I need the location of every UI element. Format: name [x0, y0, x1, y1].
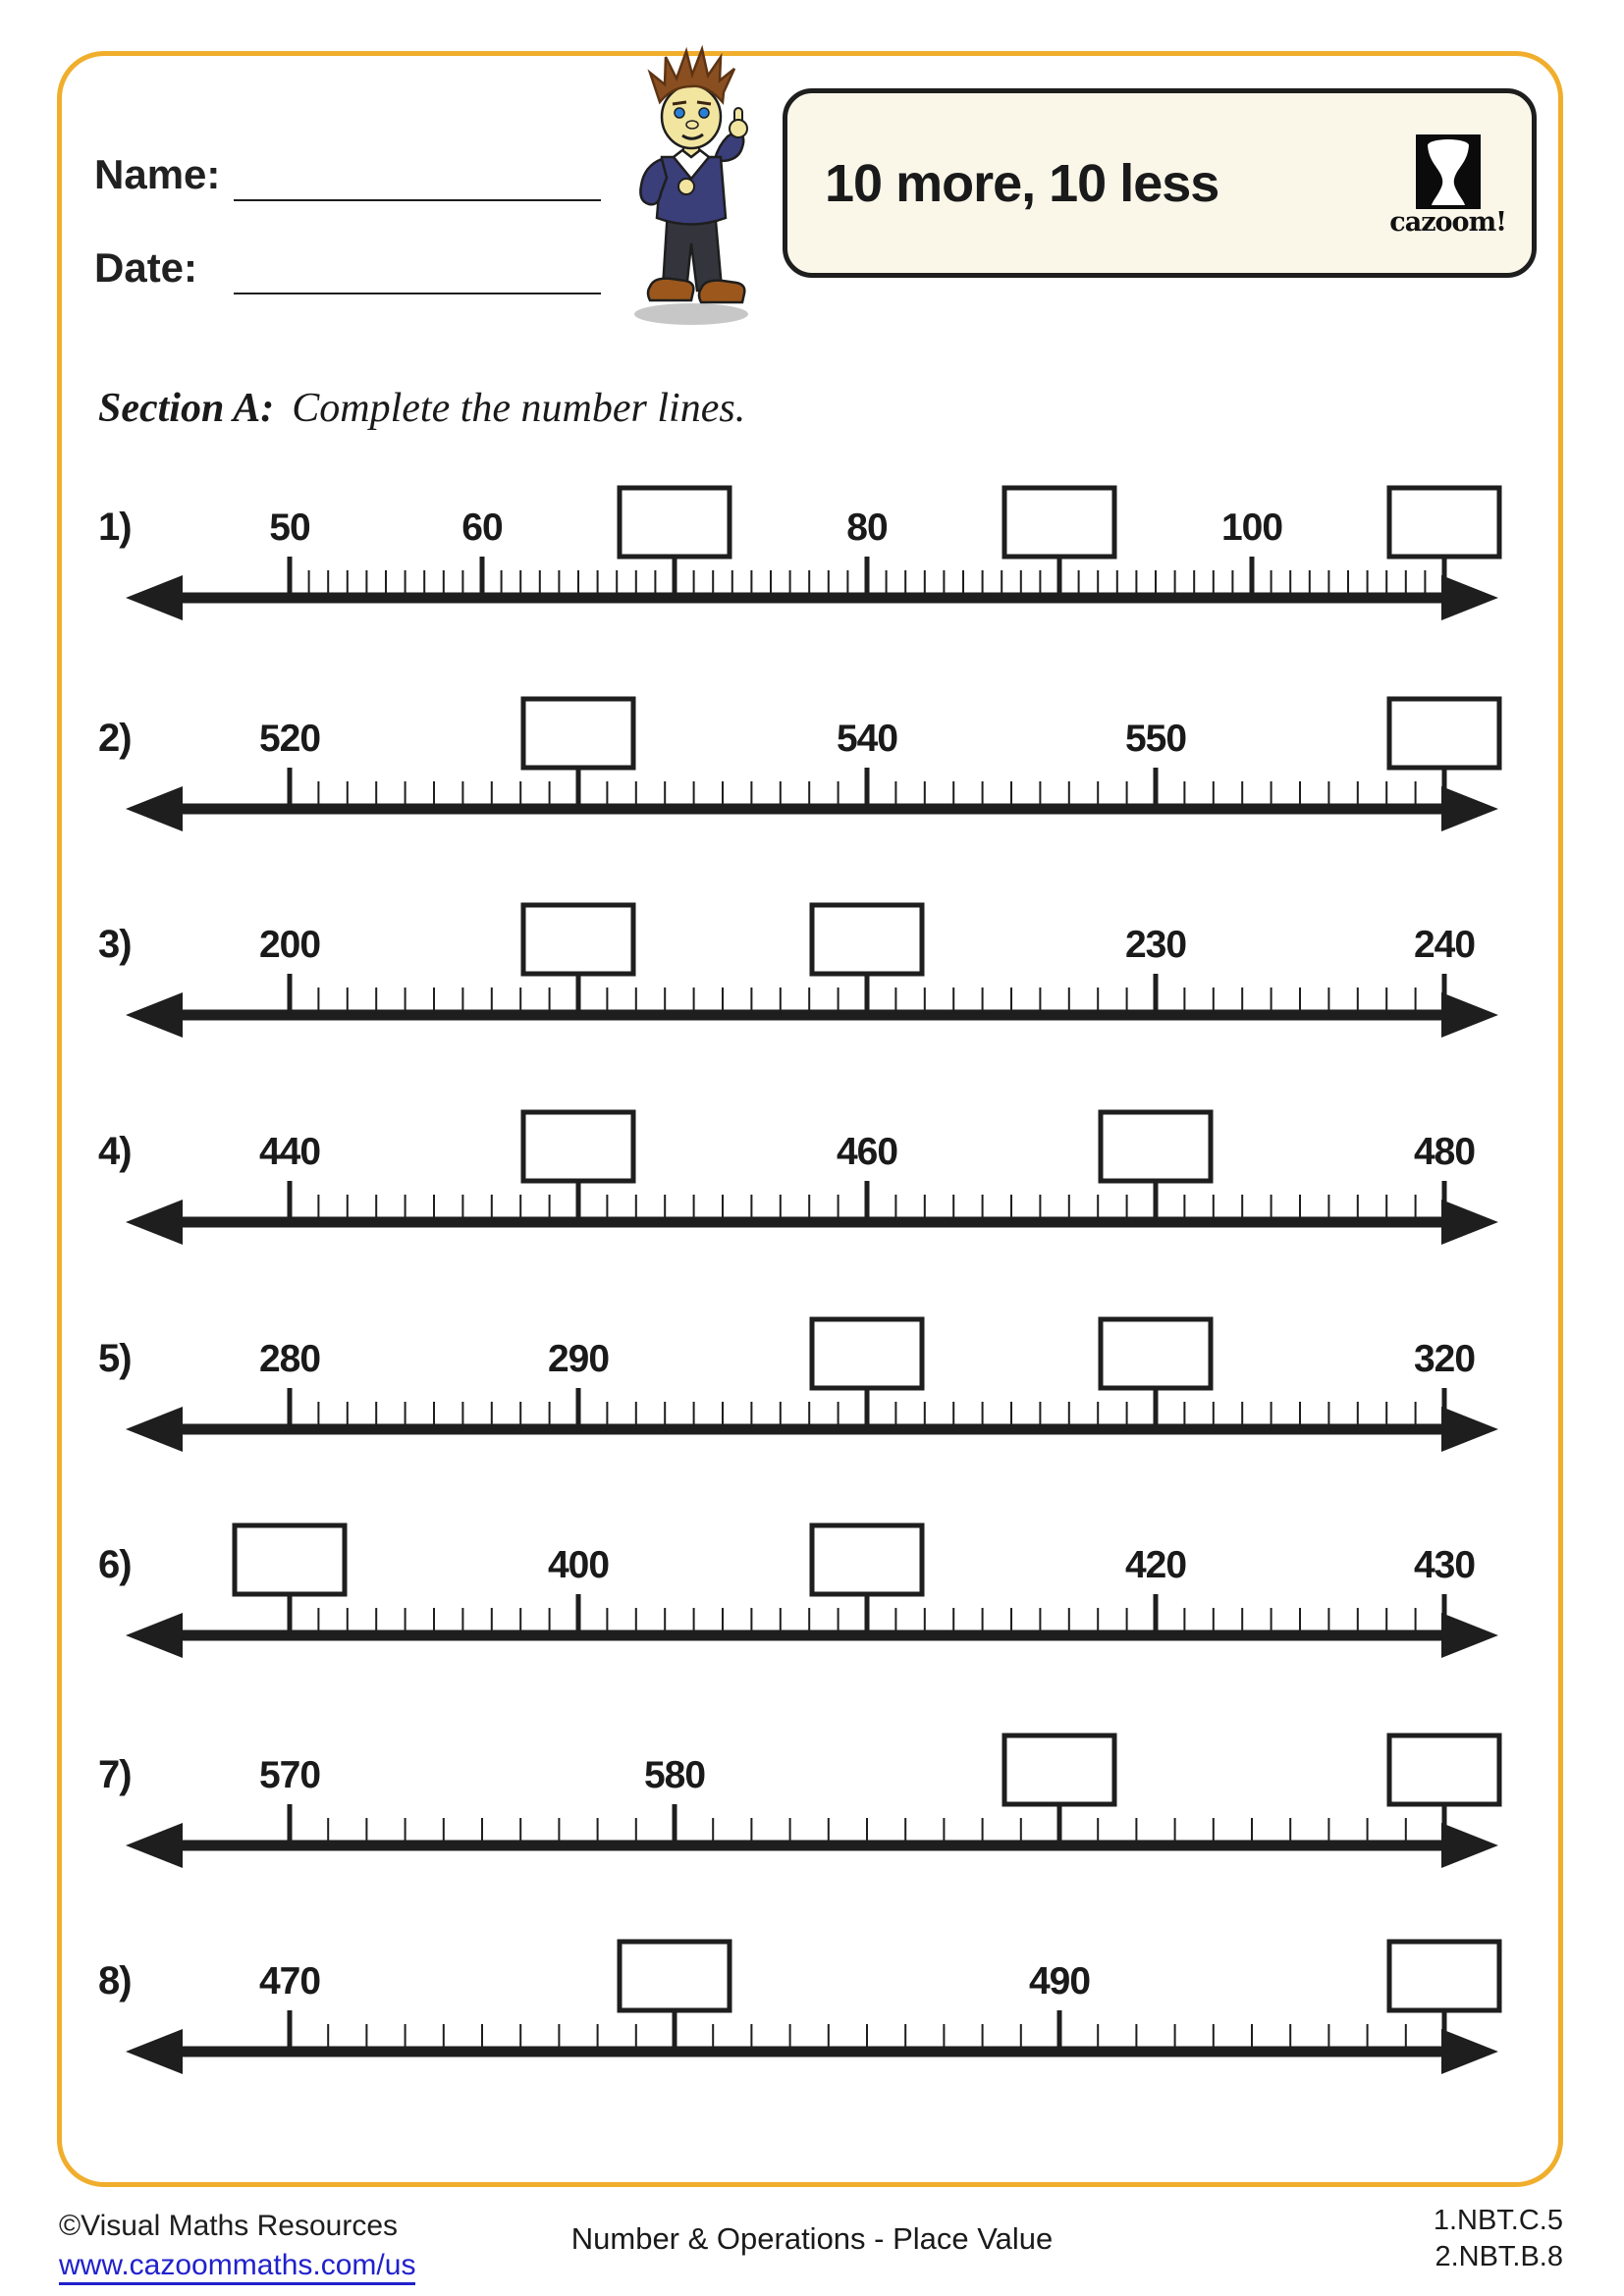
answer-box[interactable] [523, 905, 633, 974]
name-label: Name: [94, 151, 221, 197]
answer-box[interactable] [1101, 1112, 1211, 1181]
row-number: 7) [98, 1753, 132, 1796]
row-number: 5) [98, 1337, 132, 1380]
tick-label: 320 [1413, 1338, 1476, 1380]
answer-box[interactable] [1101, 1319, 1211, 1388]
row-number: 3) [98, 923, 132, 966]
section-a-instruction: Complete the number lines. [292, 386, 746, 431]
tick-label: 100 [1220, 507, 1283, 549]
number-line-row-3 [0, 868, 1624, 1064]
standard-1: 1.NBT.C.5 [1433, 2205, 1563, 2236]
tick-label: 280 [258, 1338, 321, 1380]
tick-label: 550 [1124, 718, 1187, 760]
footer-standards [1434, 2203, 1563, 2275]
left-arrowhead-icon [126, 992, 183, 1038]
right-arrowhead-icon [1441, 1613, 1498, 1658]
left-arrowhead-icon [126, 786, 183, 831]
right-arrowhead-icon [1441, 1200, 1498, 1245]
row-number: 4) [98, 1130, 132, 1173]
answer-box[interactable] [620, 488, 730, 557]
answer-box[interactable] [1389, 1735, 1499, 1804]
left-arrowhead-icon [126, 2029, 183, 2074]
row-number: 2) [98, 717, 132, 760]
answer-box[interactable] [1389, 1942, 1499, 2010]
row-number: 6) [98, 1543, 132, 1586]
number-line-row-8 [0, 1904, 1624, 2101]
left-arrowhead-icon [126, 1407, 183, 1452]
right-arrowhead-icon [1441, 1823, 1498, 1868]
worksheet-title: 10 more, 10 less [825, 153, 1219, 213]
cazoom-logo-caption: cazoom! [1389, 207, 1506, 238]
row-number: 8) [98, 1959, 132, 2002]
answer-box[interactable] [812, 905, 922, 974]
section-a-label: Section A: [98, 386, 275, 431]
tick-label: 460 [836, 1131, 898, 1173]
number-line-row-6 [0, 1488, 1624, 1684]
tick-label: 240 [1413, 924, 1476, 966]
number-line-row-7 [0, 1698, 1624, 1895]
row-number: 1) [98, 506, 132, 549]
tick-label: 230 [1124, 924, 1187, 966]
left-arrowhead-icon [126, 1613, 183, 1658]
left-arrowhead-icon [126, 1823, 183, 1868]
tick-label: 580 [643, 1754, 706, 1796]
tick-label: 400 [547, 1544, 610, 1586]
answer-box[interactable] [1389, 488, 1499, 557]
answer-box[interactable] [523, 1112, 633, 1181]
answer-box[interactable] [620, 1942, 730, 2010]
number-line-row-4 [0, 1075, 1624, 1271]
date-label: Date: [94, 244, 198, 291]
tick-label: 480 [1413, 1131, 1476, 1173]
tick-label: 290 [547, 1338, 610, 1380]
answer-box[interactable] [523, 699, 633, 768]
right-arrowhead-icon [1441, 575, 1498, 620]
answer-box[interactable] [1004, 1735, 1114, 1804]
tick-label: 520 [258, 718, 321, 760]
right-arrowhead-icon [1441, 992, 1498, 1038]
answer-box[interactable] [235, 1525, 345, 1594]
left-arrowhead-icon [126, 575, 183, 620]
tick-label: 60 [461, 507, 503, 549]
number-line-row-5 [0, 1282, 1624, 1478]
tick-label: 440 [258, 1131, 321, 1173]
right-arrowhead-icon [1441, 786, 1498, 831]
tick-label: 200 [258, 924, 321, 966]
tick-label: 470 [258, 1960, 321, 2002]
copyright-text: ©Visual Maths Resources [59, 2210, 399, 2242]
number-line-row-2 [0, 662, 1624, 858]
answer-box[interactable] [812, 1525, 922, 1594]
tick-label: 50 [269, 507, 310, 549]
answer-box[interactable] [812, 1319, 922, 1388]
right-arrowhead-icon [1441, 2029, 1498, 2074]
standard-2: 2.NBT.B.8 [1435, 2241, 1563, 2272]
right-arrowhead-icon [1441, 1407, 1498, 1452]
tick-label: 80 [846, 507, 888, 549]
tick-label: 420 [1124, 1544, 1187, 1586]
tick-label: 540 [836, 718, 898, 760]
footer-topic: Number & Operations - Place Value [570, 2221, 1054, 2256]
tick-label: 430 [1413, 1544, 1476, 1586]
answer-box[interactable] [1004, 488, 1114, 557]
tick-label: 490 [1028, 1960, 1091, 2002]
cazoom-url-link[interactable]: www.cazoommaths.com/us [59, 2249, 415, 2285]
left-arrowhead-icon [126, 1200, 183, 1245]
answer-box[interactable] [1389, 699, 1499, 768]
number-line-row-1 [0, 451, 1624, 647]
tick-label: 570 [258, 1754, 321, 1796]
